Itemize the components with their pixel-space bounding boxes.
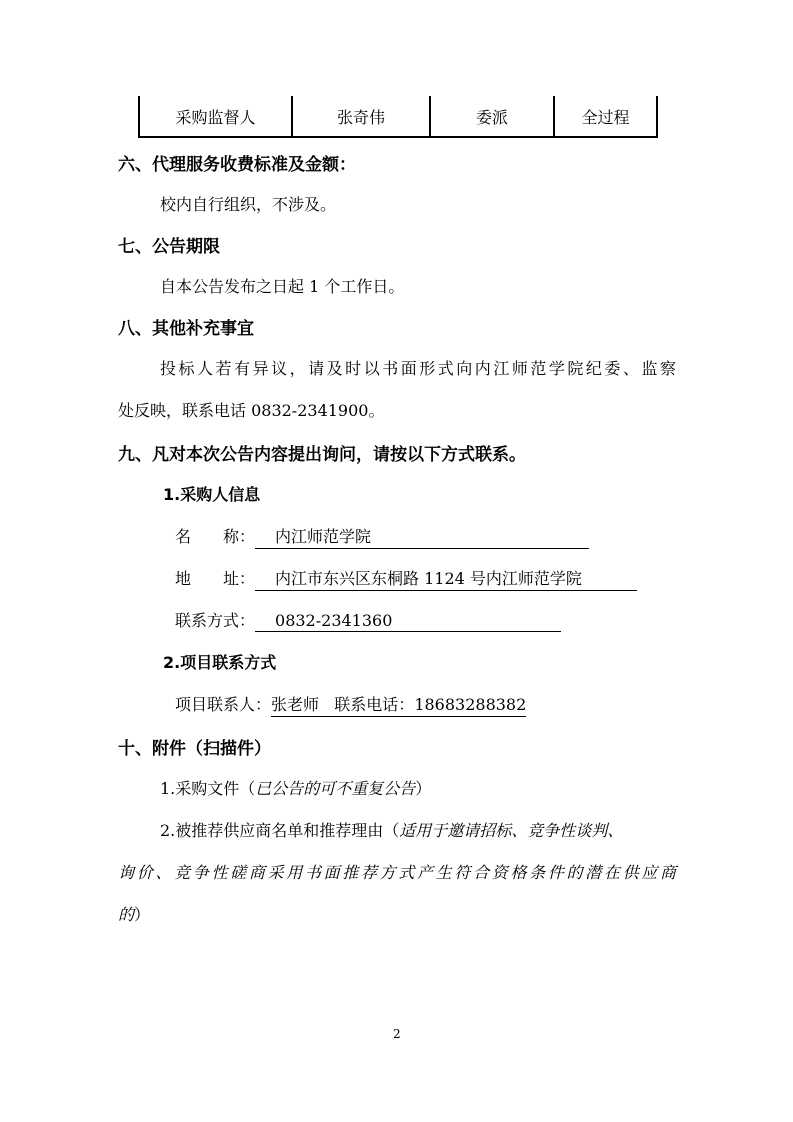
section-10-heading: 十、附件（扫描件） xyxy=(118,739,271,759)
section-7-heading: 七、公告期限 xyxy=(118,237,220,257)
supervision-table xyxy=(138,96,658,138)
attachment-item-1-note: 已公告的可不重复公告 xyxy=(255,779,416,798)
section-7-text: 自本公告发布之日起 1 个工作日。 xyxy=(160,277,405,296)
section-8-line-2: 处反映，联系电话 0832-2341900。 xyxy=(118,401,385,420)
attachment-item-2-suffix: ） xyxy=(134,905,151,924)
purchaser-name-label: 名 称： xyxy=(175,527,256,546)
section-8-heading: 八、其他补充事宜 xyxy=(118,319,254,339)
project-phone-label: 联系电话： xyxy=(334,695,415,714)
purchaser-name-value: 内江师范学院 xyxy=(255,524,589,549)
purchaser-info-title: 1.采购人信息 xyxy=(163,485,261,504)
attachment-item-2-line-2: 询价、竞争性磋商采用书面推荐方式产生符合资格条件的潜在供应商 xyxy=(118,863,676,882)
purchaser-address-value: 内江市东兴区东桐路 1124 号内江师范学院 xyxy=(255,566,637,591)
project-contact-person: 张老师 xyxy=(271,695,320,714)
purchaser-contact-row xyxy=(175,608,561,632)
section-8-line-1: 投标人若有异议，请及时以书面形式向内江师范学院纪委、监察 xyxy=(160,359,676,378)
purchaser-address-row xyxy=(175,566,637,591)
purchaser-address-label: 地 址： xyxy=(175,569,256,588)
purchaser-contact-value: 0832-2341360 xyxy=(255,611,561,632)
table-cell-scope: 全过程 xyxy=(554,96,657,137)
project-contact-label: 项目联系人： xyxy=(175,695,272,714)
section-9-heading: 九、凡对本次公告内容提出询问，请按以下方式联系。 xyxy=(118,445,526,465)
purchaser-name-row xyxy=(175,524,589,549)
purchaser-contact-label: 联系方式： xyxy=(175,611,256,630)
table-cell-role: 采购监督人 xyxy=(139,96,292,137)
attachment-item-1 xyxy=(160,776,431,799)
attachment-item-2-prefix: 2.被推荐供应商名单和推荐理由（ xyxy=(160,821,400,840)
page-number: 2 xyxy=(393,1027,401,1041)
table-cell-name: 张奇伟 xyxy=(292,96,430,137)
table-row xyxy=(139,96,657,137)
attachment-item-1-prefix: 1.采购文件（ xyxy=(160,779,256,798)
project-contact-title: 2.项目联系方式 xyxy=(163,653,277,672)
section-6-heading: 六、代理服务收费标准及金额： xyxy=(118,155,356,175)
section-6-text: 校内自行组织，不涉及。 xyxy=(160,195,337,214)
project-contact-row xyxy=(175,692,526,717)
project-phone: 18683288382 xyxy=(414,695,527,714)
attachment-item-1-suffix: ） xyxy=(415,779,432,798)
attachment-item-2-line-1 xyxy=(160,818,623,841)
project-contact-details xyxy=(271,692,526,717)
attachment-item-2-note-1: 适用于邀请招标、竞争性谈判、 xyxy=(399,821,624,840)
table-cell-type: 委派 xyxy=(430,96,554,137)
attachment-item-2-line-3 xyxy=(118,902,150,925)
attachment-item-2-note-3: 的 xyxy=(118,905,135,924)
